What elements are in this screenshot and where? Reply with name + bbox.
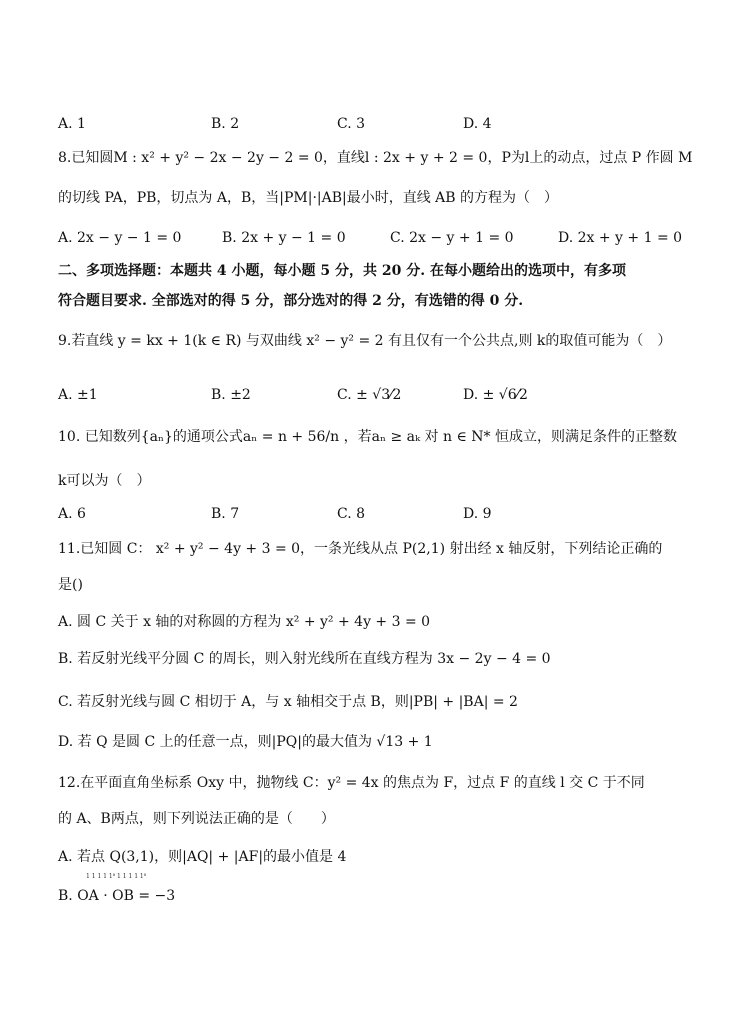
q10-stem-line1: 10. 已知数列{aₙ}的通项公式aₙ = n + 56/n ，若aₙ ≥ aₖ 对 n ∈ N* 恒成立，则满足条件的正整数 <box>58 429 677 445</box>
q9-option-a: A. ±1 <box>58 387 98 403</box>
q11-option-b: B. 若反射光线平分圆 C 的周长，则入射光线所在直线方程为 3x − 2y − 4 = 0 <box>58 651 551 667</box>
q12-stem-line2: 的 A、B两点，则下列说法正确的是（ ） <box>58 811 335 827</box>
q9-option-c: C. ± √3⁄2 <box>337 387 402 403</box>
q10-option-b: B. 7 <box>211 506 240 522</box>
q9-stem: 9.若直线 y = kx + 1(k ∈ R) 与双曲线 x² − y² = 2 有且仅有一个公共点,则 k的取值可能为（ ） <box>58 333 672 349</box>
q8-option-b: B. 2x + y − 1 = 0 <box>222 230 346 246</box>
q12-scan-artifact: 1 1 1 1 1⁸ 1 1 1 1 1⁸ <box>86 873 147 880</box>
q10-option-d: D. 9 <box>463 506 492 522</box>
q12-option-b: B. OA · OB = −3 <box>58 888 176 904</box>
q8-option-a: A. 2x − y − 1 = 0 <box>58 230 182 246</box>
q10-option-c: C. 8 <box>337 506 366 522</box>
q9-option-d: D. ± √6⁄2 <box>463 387 528 403</box>
q11-option-d: D. 若 Q 是圆 C 上的任意一点，则|PQ|的最大值为 √13 + 1 <box>58 734 433 750</box>
q8-stem-line2: 的切线 PA，PB，切点为 A，B，当|PM|·|AB|最小时，直线 AB 的方程为（ ） <box>58 190 559 206</box>
q7-option-c: C. 3 <box>337 116 366 132</box>
q7-option-b: B. 2 <box>211 116 240 132</box>
q7-option-d: D. 4 <box>463 116 492 132</box>
q11-option-c: C. 若反射光线与圆 C 相切于 A，与 x 轴相交于点 B，则|PB| + |BA| = 2 <box>58 694 518 710</box>
q12-option-a: A. 若点 Q(3,1)，则|AQ| + |AF|的最小值是 4 <box>58 849 347 865</box>
q11-stem-line2: 是() <box>58 577 83 593</box>
q8-option-c: C. 2x − y + 1 = 0 <box>390 230 514 246</box>
q8-option-d: D. 2x + y + 1 = 0 <box>558 230 683 246</box>
q9-option-b: B. ±2 <box>211 387 251 403</box>
q10-stem-line2: k可以为（ ） <box>58 473 151 489</box>
section2-heading-line1: 二、多项选择题：本题共 4 小题，每小题 5 分，共 20 分. 在每小题给出的选项中，有多项 <box>58 263 626 279</box>
q10-option-a: A. 6 <box>58 506 86 522</box>
q11-stem-line1: 11.已知圆 C： x² + y² − 4y + 3 = 0，一条光线从点 P(2,1) 射出经 x 轴反射，下列结论正确的 <box>58 541 663 557</box>
q7-option-a: A. 1 <box>58 116 86 132</box>
q11-option-a: A. 圆 C 关于 x 轴的对称圆的方程为 x² + y² + 4y + 3 = 0 <box>58 614 431 630</box>
q8-stem-line1: 8.已知圆M : x² + y² − 2x − 2y − 2 = 0，直线l : 2x + y + 2 = 0，P为l上的动点，过点 P 作圆 M <box>58 150 693 166</box>
section2-heading-line2: 符合题目要求. 全部选对的得 5 分，部分选对的得 2 分，有选错的得 0 分. <box>58 293 524 309</box>
q12-stem-line1: 12.在平面直角坐标系 Oxy 中，抛物线 C：y² = 4x 的焦点为 F，过点 F 的直线 l 交 C 于不同 <box>58 775 645 791</box>
